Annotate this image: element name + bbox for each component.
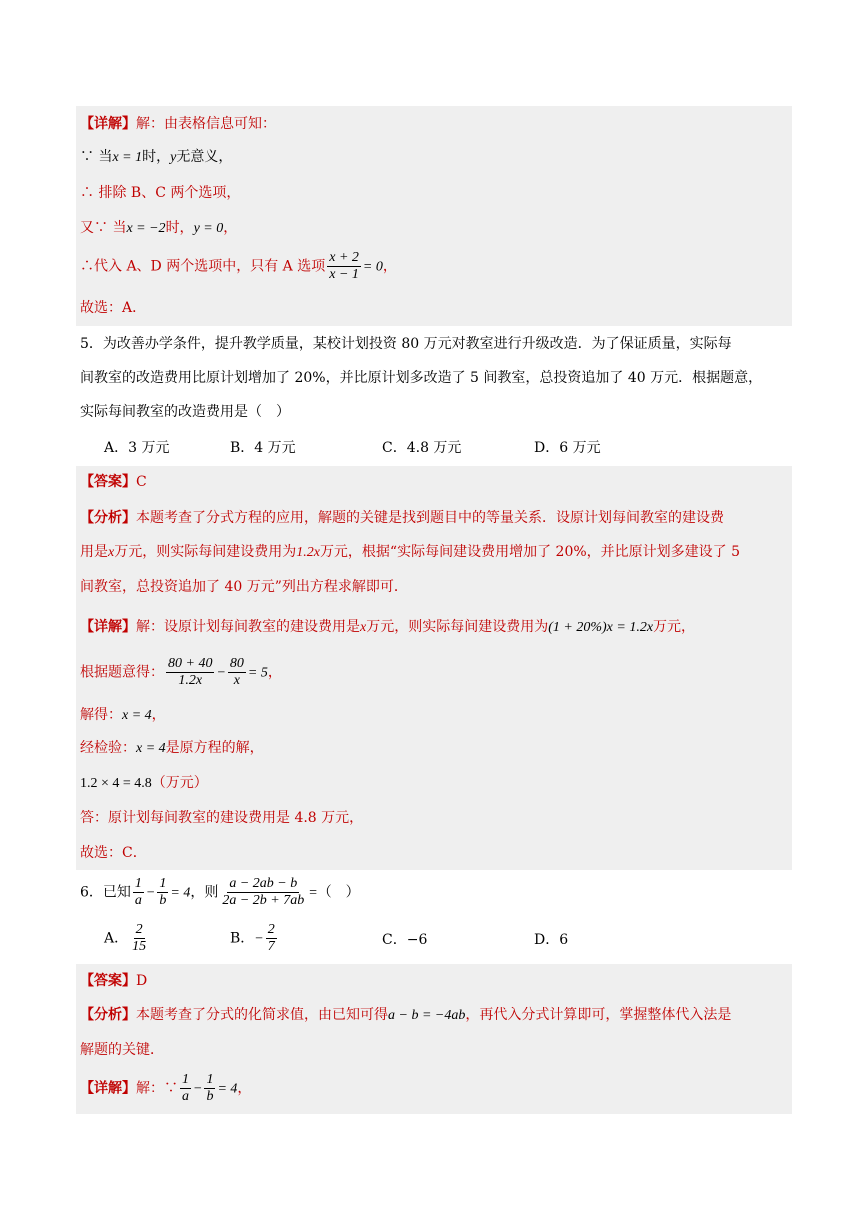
q5-stem-line3: 实际每间教室的改造费用是（ ） (80, 404, 290, 420)
q4-detail-line4: 又∵ 当x = −2时，y = 0， (80, 220, 238, 236)
q6-analysis-line2: 解题的关键． (80, 1042, 164, 1058)
q5-option-c[interactable]: C．4.8 万元 (382, 440, 462, 456)
q4-detail-line5: ∴代入 A、D 两个选项中，只有 A 选项 $\frac{x + 2}{x - 1}$ = 0， (80, 250, 397, 282)
q5-solve-line: 解得：x = 4， (80, 707, 166, 723)
q4-detail-line3: ∴ 排除 B、C 两个选项， (80, 185, 241, 201)
q5-analysis-line3: 间教室，总投资追加了 40 万元”列出方程求解即可． (80, 579, 408, 595)
detail-tag: 【详解】 (80, 116, 136, 132)
fraction: $\frac{1}{a}$ (134, 876, 142, 908)
q5-answer: 【答案】C (80, 474, 147, 490)
fraction: $\frac{1}{a}$ (182, 1072, 189, 1104)
q5-select-line: 故选：C． (80, 845, 147, 861)
q5-analysis-line2: 用是x万元，则实际每间建设费用为1.2x万元，根据“实际每间建设费用增加了 20%，并比原计划多建设了 5 (80, 544, 741, 560)
fraction: $\frac{2}{15}$ (132, 922, 147, 954)
q6-option-d[interactable]: D．6 (534, 932, 569, 948)
q4-detail-line2: ∵ 当x = 1时，y无意义， (80, 149, 233, 165)
q5-equation-line: 根据题意得： $\frac{80 + 40}{1.2x}$ − $\frac{80}{x}$ = 5， (80, 656, 282, 688)
q6-option-a[interactable]: A． $\frac{2}{15}$ (104, 922, 147, 954)
q6-answer: 【答案】D (80, 973, 148, 989)
q4-select-line: 故选：A． (80, 300, 147, 316)
q5-answer-text: 答：原计划每间教室的建设费用是 4.8 万元， (80, 810, 364, 826)
solution-block-q4 (76, 106, 792, 326)
q5-option-a[interactable]: A．3 万元 (104, 440, 170, 456)
fraction: $\frac{1}{b}$ (159, 876, 167, 908)
fraction: $\frac{80 + 40}{1.2x}$ (168, 656, 213, 688)
q4-detail-line1: 【详解】解：由表格信息可知： (80, 116, 276, 132)
q6-option-b[interactable]: B．− $\frac{2}{7}$ (230, 922, 275, 954)
q5-calc-line: 1.2 × 4 = 4.8（万元） (80, 775, 208, 791)
fraction: $\frac{a - 2ab - b}{2a - 2b + 7ab}$ (222, 876, 305, 908)
q6-stem: 6．已知 $\frac{1}{a}$ − $\frac{1}{b}$ = 4，则 $\frac{a - 2ab - b}{2a - 2b + 7ab}$ =（ ） (80, 876, 360, 908)
fraction: $\frac{2}{7}$ (267, 922, 275, 954)
q6-detail-line1: 【详解】解：∵ $\frac{1}{a}$ − $\frac{1}{b}$ = 4， (80, 1072, 252, 1104)
fraction: $\frac{1}{b}$ (206, 1072, 214, 1104)
q6-option-c[interactable]: C．−6 (382, 932, 428, 948)
q5-stem-line1: 5．为改善办学条件，提升教学质量，某校计划投资 80 万元对教室进行升级改造．为了保证质量，实际每 (80, 336, 732, 352)
q5-analysis-line1: 【分析】本题考查了分式方程的应用，解题的关键是找到题目中的等量关系．设原计划每间教室的建设费 (80, 510, 724, 526)
q6-analysis-line1: 【分析】本题考查了分式的化简求值，由已知可得a − b = −4ab，再代入分式计算即可，掌握整体代入法是 (80, 1007, 732, 1023)
q5-option-b[interactable]: B．4 万元 (230, 440, 296, 456)
fraction: $\frac{x + 2}{x - 1}$ (329, 250, 359, 282)
q5-detail-line1: 【详解】解：设原计划每间教室的建设费用是x万元，则实际每间建设费用为(1 + 20%)x = 1.2x万元， (80, 619, 696, 635)
fraction: $\frac{80}{x}$ (229, 656, 244, 688)
q5-option-d[interactable]: D．6 万元 (534, 440, 601, 456)
q5-stem-line2: 间教室的改造费用比原计划增加了 20%，并比原计划多改造了 5 间教室，总投资追加了 40 万元．根据题意， (80, 370, 763, 386)
q5-check-line: 经检验：x = 4是原方程的解， (80, 740, 264, 756)
